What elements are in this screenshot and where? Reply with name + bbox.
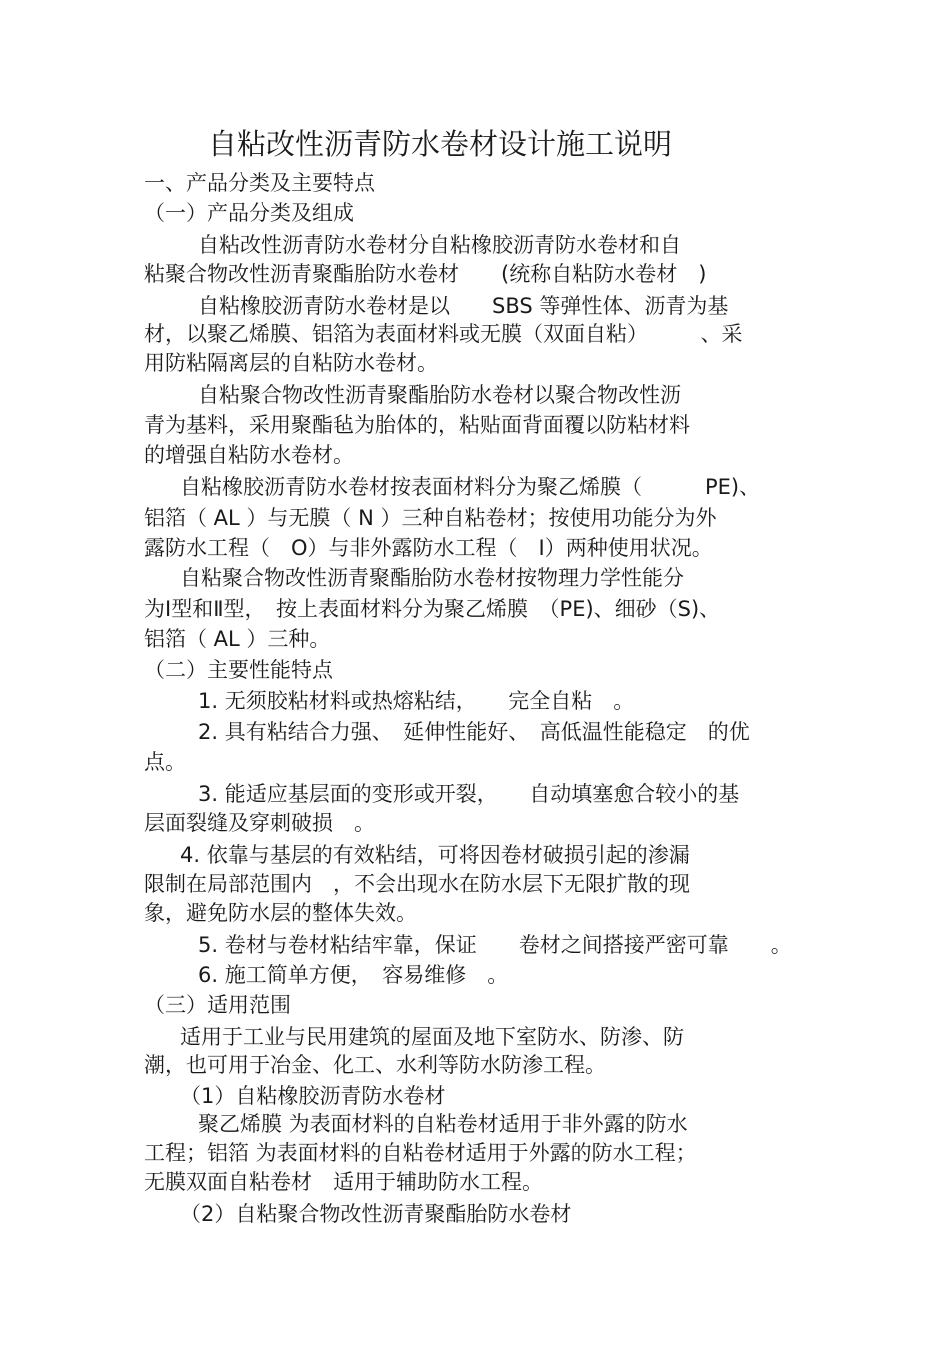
paragraph-line: 聚乙烯膜 为表面材料的自粘卷材适用于非外露的防水 bbox=[198, 1112, 688, 1136]
section-heading: 一、产品分类及主要特点 bbox=[144, 171, 375, 195]
subsubsection-heading: （1）自粘橡胶沥青防水卷材 bbox=[180, 1084, 446, 1108]
subsection-heading: （一）产品分类及组成 bbox=[144, 201, 354, 225]
list-item: 5. 卷材与卷材粘结牢靠，保证 卷材之间搭接严密可靠 。 bbox=[198, 933, 792, 957]
paragraph-line: 象，避免防水层的整体失效。 bbox=[144, 901, 417, 925]
paragraph-line: 为Ⅰ型和Ⅱ型， 按上表面材料分为聚乙烯膜 （PE)、细砂（S)、 bbox=[144, 597, 721, 621]
subsection-heading: （三）适用范围 bbox=[144, 993, 291, 1017]
paragraph-line: 自粘橡胶沥青防水卷材是以 SBS 等弹性体、沥青为基 bbox=[198, 294, 729, 318]
paragraph-line: 材，以聚乙烯膜、铝箔为表面材料或无膜（双面自粘） 、采 bbox=[144, 322, 743, 346]
paragraph-line: 用防粘隔离层的自粘防水卷材。 bbox=[144, 351, 438, 375]
list-item: 3. 能适应基层面的变形或开裂， 自动填塞愈合较小的基 bbox=[198, 782, 740, 806]
paragraph-line: 青为基料，采用聚酯毡为胎体的，粘贴面背面覆以防粘材料 bbox=[144, 413, 690, 437]
paragraph-line: 限制在局部范围内 ，不会出现水在防水层下无限扩散的现 bbox=[144, 872, 690, 896]
list-item: 1. 无须胶粘材料或热熔粘结， 完全自粘 。 bbox=[198, 689, 635, 713]
paragraph-line: 粘聚合物改性沥青聚酯胎防水卷材 (统称自粘防水卷材 ) bbox=[144, 262, 707, 286]
paragraph-line: 潮，也可用于冶金、化工、水利等防水防渗工程。 bbox=[144, 1053, 606, 1077]
page-title: 自粘改性沥青防水卷材设计施工说明 bbox=[208, 127, 673, 161]
paragraph-line: 露防水工程（ O）与非外露防水工程（ I）两种使用状况。 bbox=[144, 536, 713, 560]
paragraph-line: 自粘聚合物改性沥青聚酯胎防水卷材按物理力学性能分 bbox=[180, 566, 684, 590]
subsubsection-heading: （2）自粘聚合物改性沥青聚酯胎防水卷材 bbox=[180, 1202, 572, 1226]
paragraph-line: 工程；铝箔 为表面材料的自粘卷材适用于外露的防水工程； bbox=[144, 1141, 697, 1165]
list-item: 6. 施工简单方便， 容易维修 。 bbox=[198, 963, 509, 987]
paragraph-line: 层面裂缝及穿刺破损 。 bbox=[144, 811, 375, 835]
paragraph-line: 自粘聚合物改性沥青聚酯胎防水卷材以聚合物改性沥 bbox=[198, 383, 681, 407]
paragraph-line: 铝箔（ AL ）三种。 bbox=[144, 627, 331, 651]
paragraph-line: 的增强自粘防水卷材。 bbox=[144, 443, 354, 467]
list-item: 2. 具有粘结合力强、 延伸性能好、 高低温性能稳定 的优 bbox=[198, 720, 750, 744]
paragraph-line: 点。 bbox=[144, 750, 186, 774]
paragraph-line: 铝箔（ AL ）与无膜（ N ）三种自粘卷材；按使用功能分为外 bbox=[144, 506, 717, 530]
paragraph-line: 适用于工业与民用建筑的屋面及地下室防水、防渗、防 bbox=[180, 1025, 684, 1049]
subsection-heading: （二）主要性能特点 bbox=[144, 658, 333, 682]
paragraph-line: 无膜双面自粘卷材 适用于辅助防水工程。 bbox=[144, 1170, 543, 1194]
paragraph-line: 自粘橡胶沥青防水卷材按表面材料分为聚乙烯膜（ PE)、 bbox=[180, 475, 761, 499]
list-item: 4. 依靠与基层的有效粘结，可将因卷材破损引起的渗漏 bbox=[180, 843, 690, 867]
paragraph-line: 自粘改性沥青防水卷材分自粘橡胶沥青防水卷材和自 bbox=[198, 233, 681, 257]
